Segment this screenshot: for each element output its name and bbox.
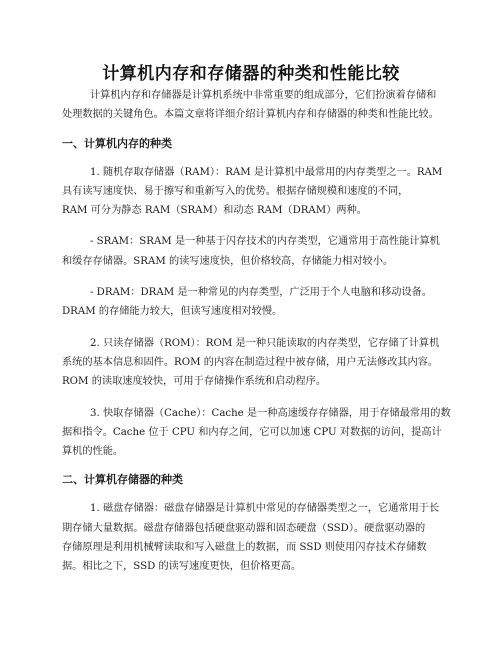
text-line: 1. 磁盘存储器：磁盘存储器是计算机中常见的存储器类型之一，它通常用于长	[90, 503, 440, 515]
text-line: ROM 的读取速度较快，可用于存储操作系统和启动程序。	[62, 376, 327, 388]
section-heading-memory-types: 一、计算机内存的种类	[62, 136, 172, 150]
paragraph-disk	[62, 499, 440, 576]
text-line: 2. 只读存储器（ROM）：ROM 是一种只能读取的内存类型，它存储了计算机	[90, 337, 440, 349]
text-line: 系统的基本信息和固件。ROM 的内容在制造过程中被存储，用户无法修改其内容。	[62, 356, 439, 368]
paragraph-rom	[62, 334, 440, 392]
document-title: 计算机内存和存储器的种类和性能比较	[102, 64, 400, 84]
text-line: 3. 快取存储器（Cache）：Cache 是一种高速缓存存储器，用于存储最常用的数	[90, 407, 451, 419]
section-heading-storage-types: 二、计算机存储器的种类	[62, 473, 183, 487]
paragraph-dram	[62, 283, 440, 322]
paragraph-sram	[62, 232, 440, 271]
text-line: - DRAM：DRAM 是一种常见的内存类型，广泛用于个人电脑和移动设备。	[90, 287, 433, 299]
text-line: 计算机内存和存储器是计算机系统中非常重要的组成部分，它们扮演着存储和	[90, 90, 437, 101]
text-line: 据和指令。Cache 位于 CPU 和内存之间，它可以加速 CPU 对数据的访问，提高计	[62, 426, 442, 438]
text-line: 具有读写速度快、易于擦写和重新写入的优势。根据存储规模和速度的不同，	[62, 185, 409, 197]
intro-paragraph	[62, 86, 440, 125]
text-line: 算机的性能。	[62, 446, 124, 458]
text-line: 据。相比之下，SSD 的读写速度更快，但价格更高。	[62, 561, 302, 573]
text-line: - SRAM：SRAM 是一种基于闪存技术的内存类型，它通常用于高性能计算机	[90, 236, 440, 248]
paragraph-cache	[62, 404, 451, 462]
text-line: 期存储大量数据。磁盘存储器包括硬盘驱动器和固态硬盘（SSD）。硬盘驱动器的	[62, 522, 426, 534]
text-line: DRAM 的存储能力较大，但读写速度相对较慢。	[62, 306, 283, 318]
text-line: RAM 可分为静态 RAM（SRAM）和动态 RAM（DRAM）两种。	[62, 205, 367, 217]
text-line: 处理数据的关键角色。本篇文章将详细介绍计算机内存和存储器的种类和性能比较。	[62, 109, 439, 121]
text-line: 和缓存存储器。SRAM 的读写速度快，但价格较高，存储能力相对较小。	[62, 255, 394, 267]
text-line: 存储原理是利用机械臂读取和写入磁盘上的数据，而 SSD 则使用闪存技术存储数	[62, 542, 427, 554]
text-line: 1. 随机存取存储器（RAM）：RAM 是计算机中最常用的内存类型之一。RAM	[90, 166, 443, 178]
paragraph-ram	[62, 163, 443, 221]
